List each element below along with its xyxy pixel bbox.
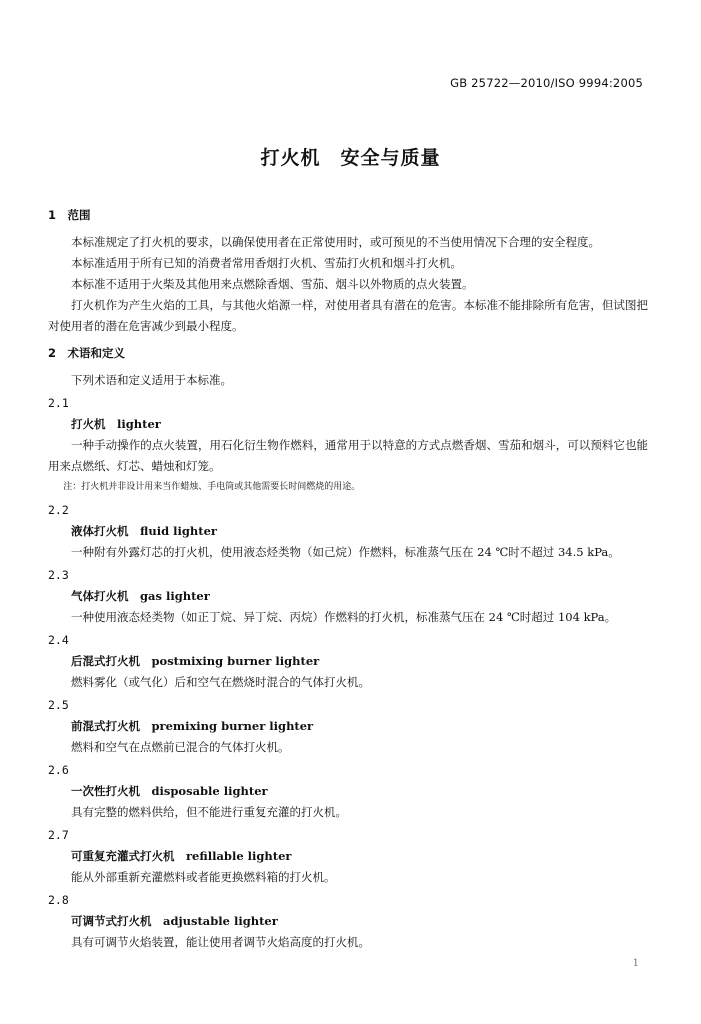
term-definition: 能从外部重新充灌燃料或者能更换燃料箱的打火机。 xyxy=(71,870,336,884)
document-title: 打火机 安全与质量 xyxy=(260,147,441,169)
term-note: 注：打火机并非设计用来当作蜡烛、手电筒或其他需要长时间燃烧的用途。 xyxy=(63,482,361,492)
section-heading-scope: 1 范围 xyxy=(48,208,91,222)
section-heading-terms: 2 术语和定义 xyxy=(48,346,126,360)
term-definition: 燃料和空气在点燃前已混合的气体打火机。 xyxy=(71,740,290,754)
paragraph: 本标准不适用于火柴及其他用来点燃除香烟、雪茄、烟斗以外物质的点火装置。 xyxy=(71,277,474,291)
term-title: 可重复充灌式打火机 refillable lighter xyxy=(71,849,292,863)
clause-number: 2.6 xyxy=(48,763,69,777)
term-title: 液体打火机 fluid lighter xyxy=(71,524,217,538)
paragraph: 本标准适用于所有已知的消费者常用香烟打火机、雪茄打火机和烟斗打火机。 xyxy=(71,256,462,270)
document-body xyxy=(48,205,648,953)
term-title: 可调节式打火机 adjustable lighter xyxy=(71,914,278,928)
term-title: 一次性打火机 disposable lighter xyxy=(71,784,268,798)
term-definition: 一种使用液态烃类物（如正丁烷、异丁烷、丙烷）作燃料的打火机，标准蒸气压在 24 ℃时超过 104 kPa。 xyxy=(71,610,617,624)
term-title: 打火机 lighter xyxy=(71,417,161,431)
standard-number: GB 25722—2010/ISO 9994:2005 xyxy=(450,76,643,90)
page-number: 1 xyxy=(632,958,639,969)
clause-number: 2.7 xyxy=(48,828,69,842)
clause-number: 2.8 xyxy=(48,893,69,907)
clause-number: 2.3 xyxy=(48,568,69,582)
term-title: 气体打火机 gas lighter xyxy=(71,589,210,603)
term-title: 前混式打火机 premixing burner lighter xyxy=(71,719,314,733)
paragraph: 打火机作为产生火焰的工具，与其他火焰源一样，对使用者具有潜在的危害。本标准不能排除所有危害，但试图把对使用者的潜在危害减少到最小程度。 xyxy=(48,298,648,333)
term-definition: 一种手动操作的点火装置，用石化衍生物作燃料，通常用于以特意的方式点燃香烟、雪茄和烟斗，可以预料它也能用来点燃纸、灯芯、蜡烛和灯笼。 xyxy=(48,438,648,473)
term-definition: 一种附有外露灯芯的打火机，使用液态烃类物（如己烷）作燃料，标准蒸气压在 24 ℃时不超过 34.5 kPa。 xyxy=(71,545,620,559)
term-definition: 具有完整的燃料供给，但不能进行重复充灌的打火机。 xyxy=(71,805,347,819)
clause-number: 2.4 xyxy=(48,633,69,647)
term-title: 后混式打火机 postmixing burner lighter xyxy=(71,654,320,668)
clause-number: 2.5 xyxy=(48,698,69,712)
paragraph: 下列术语和定义适用于本标准。 xyxy=(71,373,232,387)
clause-number: 2.2 xyxy=(48,503,69,517)
clause-number: 2.1 xyxy=(48,396,69,410)
term-definition: 具有可调节火焰装置，能让使用者调节火焰高度的打火机。 xyxy=(71,935,370,949)
term-definition: 燃料雾化（或气化）后和空气在燃烧时混合的气体打火机。 xyxy=(71,675,370,689)
paragraph: 本标准规定了打火机的要求，以确保使用者在正常使用时，或可预见的不当使用情况下合理的安全程度。 xyxy=(71,235,600,249)
